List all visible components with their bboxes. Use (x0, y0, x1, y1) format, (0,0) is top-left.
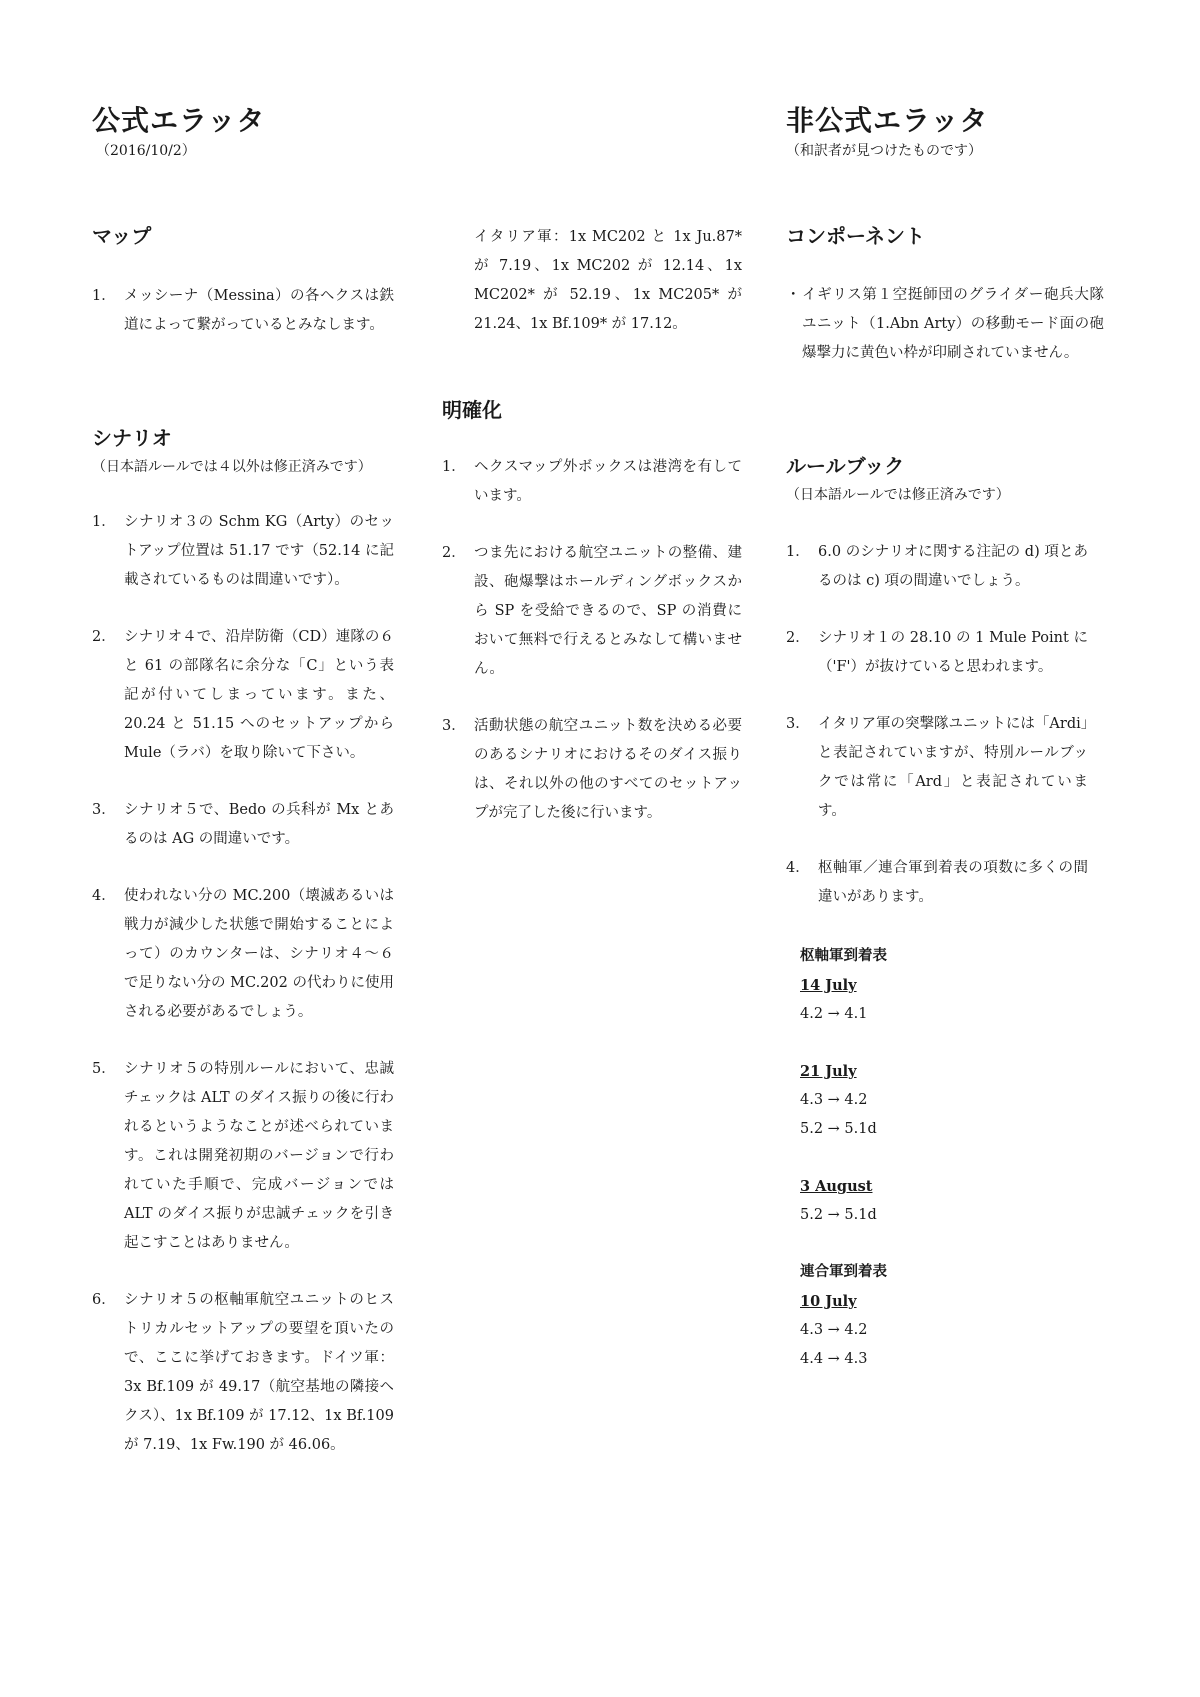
item-text: イタリア軍の突撃隊ユニットには「Ardi」と表記されていますが、特別ルールブックでは常に「Ard」と表記されています。 (818, 716, 1088, 819)
axis-change-row: 5.2 → 5.1d (800, 1207, 877, 1223)
item-text: ヘクスマップ外ボックスは港湾を有しています。 (474, 459, 742, 504)
list-item (92, 1055, 394, 1258)
item-number: 3． (786, 716, 810, 732)
list-item (786, 624, 1088, 682)
item-text: シナリオ４で、沿岸防衛（CD）連隊の６と 61 の部隊名に余分な「C」という表記が付いてしまっています。また、20.24 と 51.15 へのセットアップから Mule（ラバ）を取り除いて下さい。 (124, 629, 394, 761)
allied-change-row: 4.3 → 4.2 (800, 1322, 868, 1338)
official-errata-date: （2016/10/2） (96, 143, 196, 159)
item-number: 4． (786, 860, 810, 876)
item-text: シナリオ５で、Bedo の兵科が Mx とあるのは AG の間違いです。 (124, 802, 394, 847)
scenario-item-6-continuation: イタリア軍：1x MC202 と 1x Ju.87* が 7.19、1x MC202 が 12.14、1x MC202* が 52.19、1x MC205* が 21.24、1x Bf.109* が 17.12。 (474, 229, 742, 332)
item-text: 使われない分の MC.200（壊滅あるいは戦力が減少した状態で開始することによって）のカウンターは、シナリオ４～６で足りない分の MC.202 の代わりに使用される必要があるでしょう。 (124, 888, 394, 1020)
component-bullet-item (786, 281, 1104, 368)
axis-change-row: 4.3 → 4.2 (800, 1092, 868, 1108)
official-errata-title: 公式エラッタ (92, 104, 266, 137)
scenario-list (92, 508, 394, 1488)
item-text: つま先における航空ユニットの整備、建設、砲爆撃はホールディングボックスから SP を受給できるので、SP の消費において無料で行えるとみなして構いません。 (474, 545, 742, 677)
rulebook-note: （日本語ルールでは修正済みです） (786, 487, 1010, 503)
item-text: メッシーナ（Messina）の各ヘクスは鉄道によって繋がっているとみなします。 (124, 288, 394, 333)
item-text: シナリオ５の枢軸軍航空ユニットのヒストリカルセットアップの要望を頂いたので、ここに挙げておきます。ドイツ軍：3x Bf.109 が 49.17（航空基地の隣接ヘクス）、1x Bf.109 が 17.12、1x Bf.109 が 7.19、1x Fw.190 が 46.06。 (124, 1292, 394, 1453)
list-item (786, 538, 1088, 596)
arrival-tables (800, 942, 1080, 1374)
list-item (92, 796, 394, 854)
axis-group-date: 21 July (800, 1063, 857, 1080)
unofficial-errata-subtitle: （和訳者が見つけたものです） (786, 143, 982, 159)
item-text: シナリオ３の Schm KG（Arty）のセットアップ位置は 51.17 です（52.14 に記載されているものは間違いです）。 (124, 514, 394, 588)
item-number: 3． (92, 802, 116, 818)
list-item (442, 453, 742, 511)
component-heading: コンポーネント (786, 224, 925, 248)
axis-group-date: 3 August (800, 1178, 873, 1195)
axis-change-row: 4.2 → 4.1 (800, 1006, 868, 1022)
list-item (92, 282, 394, 340)
item-number: 6． (92, 1292, 116, 1308)
unofficial-errata-title: 非公式エラッタ (786, 104, 989, 137)
axis-arrival-table-title: 枢軸軍到着表 (800, 948, 887, 964)
rulebook-list (786, 538, 1088, 940)
list-item (92, 508, 394, 595)
rulebook-heading: ルールブック (786, 454, 905, 478)
list-item (92, 1286, 394, 1460)
item-number: 2． (92, 629, 116, 645)
allied-change-row: 4.4 → 4.3 (800, 1351, 868, 1367)
list-item (442, 712, 742, 828)
item-number: 2． (786, 630, 810, 646)
item-number: 3． (442, 718, 466, 734)
bullet-marker: ・ (786, 287, 801, 303)
item-number: 1． (786, 544, 810, 560)
item-text: 活動状態の航空ユニット数を決める必要のあるシナリオにおけるそのダイス振りは、それ以外の他のすべてのセットアップが完了した後に行います。 (474, 718, 742, 821)
item-number: 4． (92, 888, 116, 904)
allied-arrival-table-title: 連合軍到着表 (800, 1264, 887, 1280)
allied-group-date: 10 July (800, 1293, 857, 1310)
list-item (786, 854, 1088, 912)
axis-change-row: 5.2 → 5.1d (800, 1121, 877, 1137)
item-number: 1． (92, 514, 116, 530)
item-text: シナリオ５の特別ルールにおいて、忠誠チェックは ALT のダイス振りの後に行われるというようなことが述べられています。これは開発初期のバージョンで行われていた手順で、完成バージョンでは ALT のダイス振りが忠誠チェックを引き起こすことはありません。 (124, 1061, 394, 1251)
item-text: 枢軸軍／連合軍到着表の項数に多くの間違いがあります。 (818, 860, 1088, 905)
scenario-heading: シナリオ (92, 426, 172, 450)
list-item (786, 710, 1088, 826)
scenario-note: （日本語ルールでは４以外は修正済みです） (92, 459, 372, 475)
list-item (442, 539, 742, 684)
list-item (92, 623, 394, 768)
axis-group-date: 14 July (800, 977, 857, 994)
item-text: シナリオ１の 28.10 の 1 Mule Point に（'F'）が抜けていると思われます。 (818, 630, 1088, 675)
list-item (92, 882, 394, 1027)
clarification-heading: 明確化 (442, 398, 502, 422)
item-number: 1． (442, 459, 466, 475)
item-number: 2． (442, 545, 466, 561)
item-number: 5． (92, 1061, 116, 1077)
clarification-list (442, 453, 742, 856)
item-number: 1． (92, 288, 116, 304)
component-text: イギリス第１空挺師団のグライダー砲兵大隊ユニット（1.Abn Arty）の移動モード面の砲爆撃力に黄色い枠が印刷されていません。 (802, 287, 1104, 361)
map-heading: マップ (92, 224, 152, 248)
item-text: 6.0 のシナリオに関する注記の d) 項とあるのは c) 項の間違いでしょう。 (818, 544, 1088, 589)
map-list (92, 282, 394, 368)
